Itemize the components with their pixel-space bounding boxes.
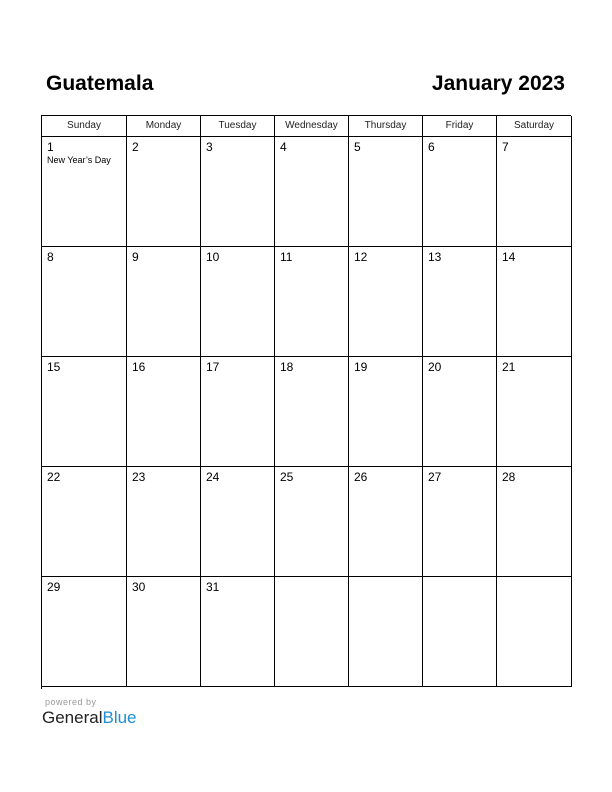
holiday-label: New Year’s Day [47,155,111,165]
day-cell-13 [423,247,497,357]
day-cell-24 [201,467,275,577]
day-number: 18 [280,360,294,374]
day-number: 22 [47,470,61,484]
day-number: 16 [132,360,146,374]
month-year-title: January 2023 [431,72,565,95]
day-cell-1 [42,137,127,247]
day-number: 7 [502,140,509,154]
day-number: 19 [354,360,368,374]
day-cell-19 [349,357,423,467]
day-cell-25 [275,467,349,577]
day-number: 14 [502,250,516,264]
weekday-header-wednesday: Wednesday [275,116,349,137]
day-cell-8 [42,247,127,357]
empty-day-cell [275,577,349,687]
day-number: 5 [354,140,361,154]
weekday-header-friday: Friday [423,116,497,137]
day-number: 10 [206,250,220,264]
day-cell-12 [349,247,423,357]
powered-by-label: powered by [45,697,97,707]
day-number: 1 [47,140,54,154]
country-title: Guatemala [46,72,154,95]
logo-general-text: General [42,708,103,727]
day-number: 4 [280,140,287,154]
day-cell-7 [497,137,572,247]
day-cell-11 [275,247,349,357]
day-cell-22 [42,467,127,577]
day-cell-14 [497,247,572,357]
day-cell-6 [423,137,497,247]
empty-day-cell [423,577,497,687]
day-number: 12 [354,250,368,264]
day-number: 6 [428,140,435,154]
day-cell-9 [127,247,201,357]
day-cell-28 [497,467,572,577]
day-number: 15 [47,360,61,374]
day-number: 17 [206,360,220,374]
day-cell-5 [349,137,423,247]
day-number: 3 [206,140,213,154]
day-number: 9 [132,250,139,264]
day-cell-21 [497,357,572,467]
day-number: 30 [132,580,146,594]
day-cell-15 [42,357,127,467]
day-number: 25 [280,470,294,484]
day-number: 2 [132,140,139,154]
day-cell-20 [423,357,497,467]
day-cell-27 [423,467,497,577]
weekday-header-thursday: Thursday [349,116,423,137]
day-number: 27 [428,470,442,484]
day-number: 20 [428,360,442,374]
weekday-header-sunday: Sunday [42,116,127,137]
logo-blue-text: Blue [102,708,137,727]
day-number: 24 [206,470,220,484]
day-cell-16 [127,357,201,467]
day-number: 11 [280,250,293,264]
generalblue-logo [42,708,137,728]
day-number: 31 [206,580,220,594]
weekday-header-saturday: Saturday [497,116,572,137]
day-cell-18 [275,357,349,467]
day-cell-17 [201,357,275,467]
day-cell-30 [127,577,201,687]
day-cell-4 [275,137,349,247]
day-number: 21 [502,360,516,374]
day-number: 26 [354,470,368,484]
day-cell-26 [349,467,423,577]
day-number: 29 [47,580,61,594]
day-cell-10 [201,247,275,357]
day-cell-29 [42,577,127,687]
empty-day-cell [497,577,572,687]
day-number: 23 [132,470,146,484]
weekday-header-tuesday: Tuesday [201,116,275,137]
day-number: 8 [47,250,54,264]
day-cell-2 [127,137,201,247]
weekday-header-monday: Monday [127,116,201,137]
day-number: 13 [428,250,442,264]
day-number: 28 [502,470,516,484]
day-cell-3 [201,137,275,247]
empty-day-cell [349,577,423,687]
calendar-grid [41,115,571,689]
day-cell-31 [201,577,275,687]
day-cell-23 [127,467,201,577]
